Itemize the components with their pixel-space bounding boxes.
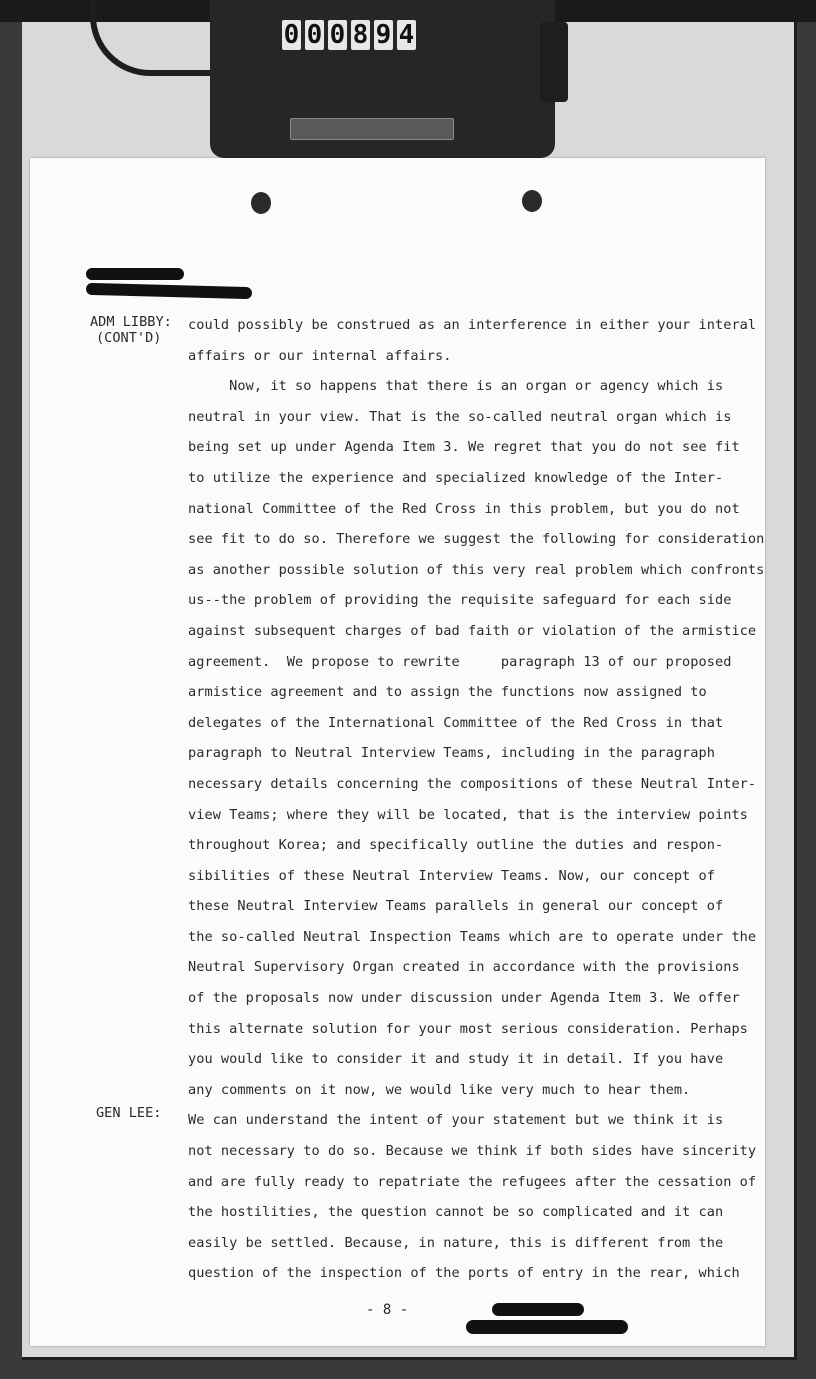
text-line: these Neutral Interview Teams parallels in general our concept of	[188, 898, 724, 915]
text-line: We can understand the intent of your statement but we think it is	[188, 1112, 724, 1129]
text-line: throughout Korea; and specifically outline the duties and respon-	[188, 837, 724, 854]
speaker-label: GEN LEE:	[96, 1105, 162, 1121]
text-line: the hostilities, the question cannot be so complicated and it can	[188, 1204, 724, 1221]
text-line: Neutral Supervisory Organ created in accordance with the provisions	[188, 959, 740, 976]
text-line: necessary details concerning the compositions of these Neutral Inter-	[188, 775, 757, 792]
document-body	[188, 310, 765, 1289]
text-line: of the proposals now under discussion under Agenda Item 3. We offer	[188, 990, 740, 1007]
counter-digit: 8	[352, 20, 369, 50]
text-line: view Teams; where they will be located, that is the interview points	[188, 806, 748, 823]
text-line: any comments on it now, we would like very much to hear them.	[188, 1081, 691, 1098]
text-line: neutral in your view. That is the so-called neutral organ which is	[188, 408, 732, 425]
text-line: you would like to consider it and study it in detail. If you have	[188, 1051, 724, 1068]
text-line: this alternate solution for your most serious consideration. Perhaps	[188, 1020, 748, 1037]
text-line: not necessary to do so. Because we think if both sides have sincerity	[188, 1143, 757, 1160]
text-line: armistice agreement and to assign the functions now assigned to	[188, 684, 707, 701]
text-line: being set up under Agenda Item 3. We regret that you do not see fit	[188, 439, 740, 456]
text-line: and are fully ready to repatriate the refugees after the cessation of	[188, 1173, 757, 1190]
text-line: paragraph to Neutral Interview Teams, including in the paragraph	[188, 745, 715, 762]
text-line: sibilities of these Neutral Interview Teams. Now, our concept of	[188, 867, 715, 884]
text-line: could possibly be construed as an interference in either your interal	[188, 317, 757, 333]
text-line: agreement. We propose to rewrite paragraph 13 of our proposed	[188, 653, 732, 670]
counter-digit: 0	[283, 20, 300, 50]
text-line: Now, it so happens that there is an organ or agency which is	[188, 378, 724, 395]
redaction-bar	[466, 1320, 628, 1334]
redaction-bar	[86, 268, 184, 280]
text-line: as another possible solution of this very real problem which confronts	[188, 561, 765, 578]
text-line: easily be settled. Because, in nature, this is different from the	[188, 1234, 724, 1251]
redaction-bar	[492, 1303, 584, 1316]
speaker-continued: (CONT'D)	[96, 330, 162, 346]
text-line: affairs or our internal affairs.	[188, 347, 452, 364]
counter-digit: 0	[329, 20, 346, 50]
counter-digit: 0	[306, 20, 323, 50]
counter-plate	[290, 118, 454, 140]
text-line: the so-called Neutral Inspection Teams which are to operate under the	[188, 928, 757, 945]
punch-hole	[251, 192, 271, 214]
text-line: to utilize the experience and specialized knowledge of the Inter-	[188, 469, 724, 486]
text-line: delegates of the International Committee of the Red Cross in that	[188, 714, 724, 731]
counter-digits	[282, 20, 416, 50]
counter-knob	[540, 22, 568, 102]
text-line: against subsequent charges of bad faith or violation of the armistice	[188, 622, 757, 639]
counter-digit: 9	[375, 20, 392, 50]
text-line: national Committee of the Red Cross in this problem, but you do not	[188, 500, 740, 517]
text-line: see fit to do so. Therefore we suggest the following for consideration	[188, 531, 765, 548]
text-line: question of the inspection of the ports of entry in the rear, which	[188, 1265, 740, 1282]
punch-hole	[522, 190, 542, 212]
text-line: us--the problem of providing the requisite safeguard for each side	[188, 592, 732, 609]
page-number: - 8 -	[366, 1302, 409, 1318]
speaker-label: ADM LIBBY:	[90, 314, 172, 330]
counter-digit: 4	[398, 20, 415, 50]
